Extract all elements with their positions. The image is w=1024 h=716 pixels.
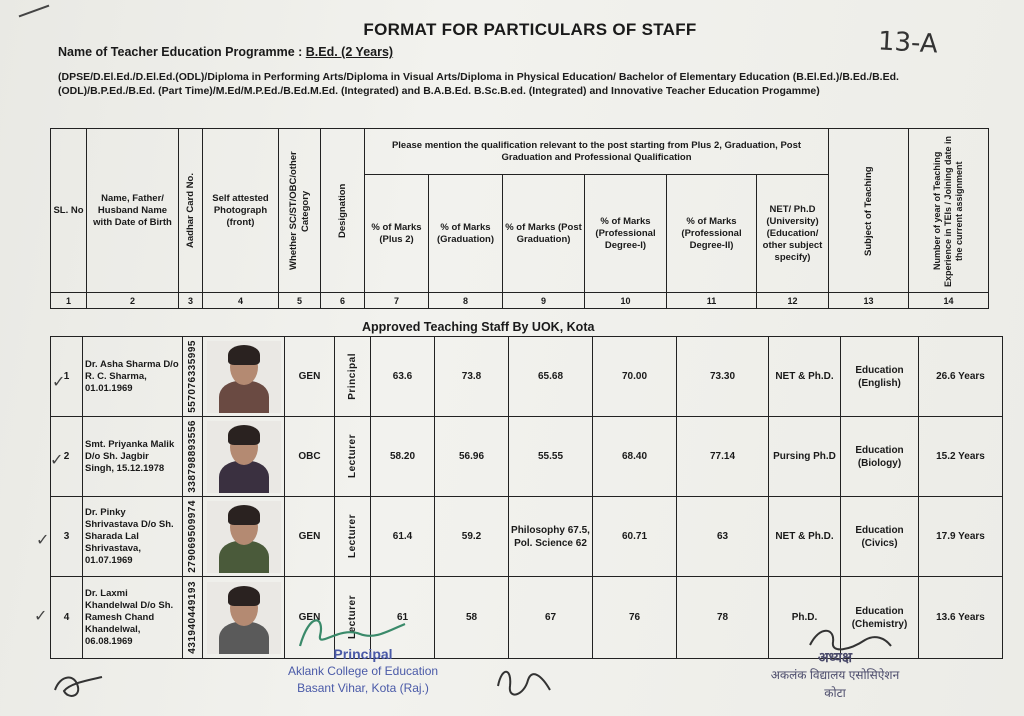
designation-cell xyxy=(335,337,371,417)
graduation-cell: 58 xyxy=(435,577,509,659)
designation-text: Principal xyxy=(347,353,358,400)
pg-cell: 55.55 xyxy=(509,417,593,497)
graduation-cell: 73.8 xyxy=(435,337,509,417)
programme-value: B.Ed. (2 Years) xyxy=(305,45,394,59)
photo-cell xyxy=(203,417,285,497)
col-number: 6 xyxy=(321,293,365,309)
aadhar-cell xyxy=(183,497,203,577)
table-row xyxy=(51,417,1003,497)
staff-photo xyxy=(207,501,281,573)
header-qualification-group: Please mention the qualification relevant to the post starting from Plus 2, Graduation, Post Graduation and Professional Qualification xyxy=(365,129,829,175)
header-post-graduation: % of Marks (Post Graduation) xyxy=(503,175,585,293)
designation-text: Lecturer xyxy=(347,434,358,479)
col-number: 4 xyxy=(203,293,279,309)
header-category: Whether SC/ST/OBC/other Category xyxy=(287,151,311,270)
staff-photo xyxy=(207,582,281,654)
header-name: Name, Father/ Husband Name with Date of Birth xyxy=(87,129,179,293)
staff-name: Dr. Pinky Shrivastava D/o Sh. Sharada Lal Shrivastava, 01.07.1969 xyxy=(83,497,183,577)
check-mark-icon: ✓ xyxy=(36,532,50,549)
subject-cell: Education (Civics) xyxy=(841,497,919,577)
net-cell: NET & Ph.D. xyxy=(769,497,841,577)
page-marker: 13-A xyxy=(877,26,939,60)
prof2-cell: 78 xyxy=(677,577,769,659)
designation-cell xyxy=(335,417,371,497)
staff-photo xyxy=(207,421,281,493)
page-title: FORMAT FOR PARTICULARS OF STAFF xyxy=(363,20,697,39)
col-number: 5 xyxy=(279,293,321,309)
aadhar-cell xyxy=(183,577,203,659)
graduation-cell: 59.2 xyxy=(435,497,509,577)
sl-cell: 1 xyxy=(51,337,83,417)
stamp-title: Principal xyxy=(333,646,393,662)
signature-mark xyxy=(290,606,410,656)
category-cell: GEN xyxy=(285,337,335,417)
hindi-stamp-org: अकलंक विद्यालय एसोसिऐशन xyxy=(770,668,900,682)
aadhar-number: 279069509974 xyxy=(187,500,198,573)
col-number: 10 xyxy=(585,293,667,309)
pg-cell: 65.68 xyxy=(509,337,593,417)
col-number: 14 xyxy=(909,293,989,309)
prof2-cell: 63 xyxy=(677,497,769,577)
staff-table xyxy=(50,336,1003,659)
subject-cell: Education (English) xyxy=(841,337,919,417)
header-aadhar: Aadhar Card No. xyxy=(184,173,196,248)
col-number: 11 xyxy=(667,293,757,309)
prof2-cell: 73.30 xyxy=(677,337,769,417)
signature-mark xyxy=(805,620,895,660)
aadhar-number: 338798893556 xyxy=(187,420,198,493)
designation-text: Lecturer xyxy=(347,595,358,640)
experience-cell: 15.2 Years xyxy=(919,417,1003,497)
plus2-cell: 63.6 xyxy=(371,337,435,417)
aadhar-cell xyxy=(183,337,203,417)
staff-name: Smt. Priyanka Malik D/o Sh. Jagbir Singh, 15.12.1978 xyxy=(83,417,183,497)
experience-cell: 13.6 Years xyxy=(919,577,1003,659)
sl-cell: 3 xyxy=(51,497,83,577)
photo-cell xyxy=(203,337,285,417)
prof1-cell: 70.00 xyxy=(593,337,677,417)
prof1-cell: 68.40 xyxy=(593,417,677,497)
stamp-address: Basant Vihar, Kota (Raj.) xyxy=(297,681,429,695)
header-subject: Subject of Teaching xyxy=(862,165,874,256)
programme-line xyxy=(58,45,393,59)
net-cell: NET & Ph.D. xyxy=(769,337,841,417)
check-mark-icon: ✓ xyxy=(50,452,64,469)
sl-cell: 4 xyxy=(51,577,83,659)
plus2-cell: 61.4 xyxy=(371,497,435,577)
subject-cell: Education (Biology) xyxy=(841,417,919,497)
header-professional-1: % of Marks (Professional Degree-I) xyxy=(585,175,667,293)
prof1-cell: 76 xyxy=(593,577,677,659)
header-photo: Self attested Photograph (front) xyxy=(203,129,279,293)
aadhar-number: 431940449193 xyxy=(187,581,198,654)
col-number: 3 xyxy=(179,293,203,309)
aadhar-number: 557076335995 xyxy=(187,340,198,413)
experience-cell: 17.9 Years xyxy=(919,497,1003,577)
header-net-phd: NET/ Ph.D (University) (Education/ other subject specify) xyxy=(757,175,829,293)
staff-name: Dr. Laxmi Khandelwal D/o Sh. Ramesh Chand Khandelwal, 06.08.1969 xyxy=(83,577,183,659)
section-title: Approved Teaching Staff By UOK, Kota xyxy=(362,320,595,334)
header-experience: Number of year of Teaching Experience in TEIs / Joining date in the current assignment xyxy=(932,134,964,287)
check-mark-icon: ✓ xyxy=(34,608,48,625)
net-cell: Ph.D. xyxy=(769,577,841,659)
sl-cell: 2 xyxy=(51,417,83,497)
pg-cell: Philosophy 67.5, Pol. Science 62 xyxy=(509,497,593,577)
header-designation-cell xyxy=(321,129,365,293)
designation-cell xyxy=(335,497,371,577)
header-subject-cell xyxy=(829,129,909,293)
signature-mark xyxy=(490,656,560,706)
prof2-cell: 77.14 xyxy=(677,417,769,497)
pen-mark xyxy=(19,5,50,18)
header-plus2: % of Marks (Plus 2) xyxy=(365,175,429,293)
net-cell: Pursing Ph.D xyxy=(769,417,841,497)
header-professional-2: % of Marks (Professional Degree-II) xyxy=(667,175,757,293)
signature-mark xyxy=(50,665,110,705)
header-graduation: % of Marks (Graduation) xyxy=(429,175,503,293)
hindi-stamp-title: अध्यक्ष xyxy=(817,649,853,665)
subject-cell: Education (Chemistry) xyxy=(841,577,919,659)
table-row xyxy=(51,497,1003,577)
header-table xyxy=(50,128,989,309)
header-category-cell xyxy=(279,129,321,293)
col-number: 7 xyxy=(365,293,429,309)
col-number: 13 xyxy=(829,293,909,309)
experience-cell: 26.6 Years xyxy=(919,337,1003,417)
prof1-cell: 60.71 xyxy=(593,497,677,577)
header-sl: SL. No xyxy=(51,129,87,293)
header-aadhar-cell xyxy=(179,129,203,293)
hindi-stamp-city: कोटा xyxy=(824,686,846,700)
header-experience-cell xyxy=(909,129,989,293)
aadhar-cell xyxy=(183,417,203,497)
category-cell: GEN xyxy=(285,497,335,577)
programme-description: (DPSE/D.El.Ed./D.El.Ed.(ODL)/Diploma in Performing Arts/Diploma in Visual Arts/Diploma in Physical Education/ Bachelor of Elementary Education (B.El.Ed.)/B.Ed./B.Ed.(ODL)/B.P.Ed./B.Ed. (Part Time)/M.Ed/M.P.Ed./B.Ed.M.Ed. (Integrated) and B.A.B.Ed. B.Sc.B.ed. (Integrated) and Innovative Teacher Education Progamme) xyxy=(58,71,899,97)
staff-photo xyxy=(207,341,281,413)
col-number: 8 xyxy=(429,293,503,309)
check-mark-icon: ✓ xyxy=(52,374,66,391)
programme-label: Name of Teacher Education Programme : xyxy=(58,45,303,59)
col-number: 2 xyxy=(87,293,179,309)
plus2-cell: 58.20 xyxy=(371,417,435,497)
pg-cell: 67 xyxy=(509,577,593,659)
col-number: 9 xyxy=(503,293,585,309)
photo-cell xyxy=(203,497,285,577)
designation-text: Lecturer xyxy=(347,514,358,559)
column-number-row xyxy=(51,293,989,309)
graduation-cell: 56.96 xyxy=(435,417,509,497)
category-cell: GEN xyxy=(285,577,335,659)
col-number: 1 xyxy=(51,293,87,309)
header-designation: Designation xyxy=(336,183,348,238)
category-cell: OBC xyxy=(285,417,335,497)
col-number: 12 xyxy=(757,293,829,309)
stamp-college: Aklank College of Education xyxy=(287,664,439,678)
table-row xyxy=(51,337,1003,417)
plus2-cell: 61 xyxy=(371,577,435,659)
staff-name: Dr. Asha Sharma D/o R. C. Sharma, 01.01.1969 xyxy=(83,337,183,417)
